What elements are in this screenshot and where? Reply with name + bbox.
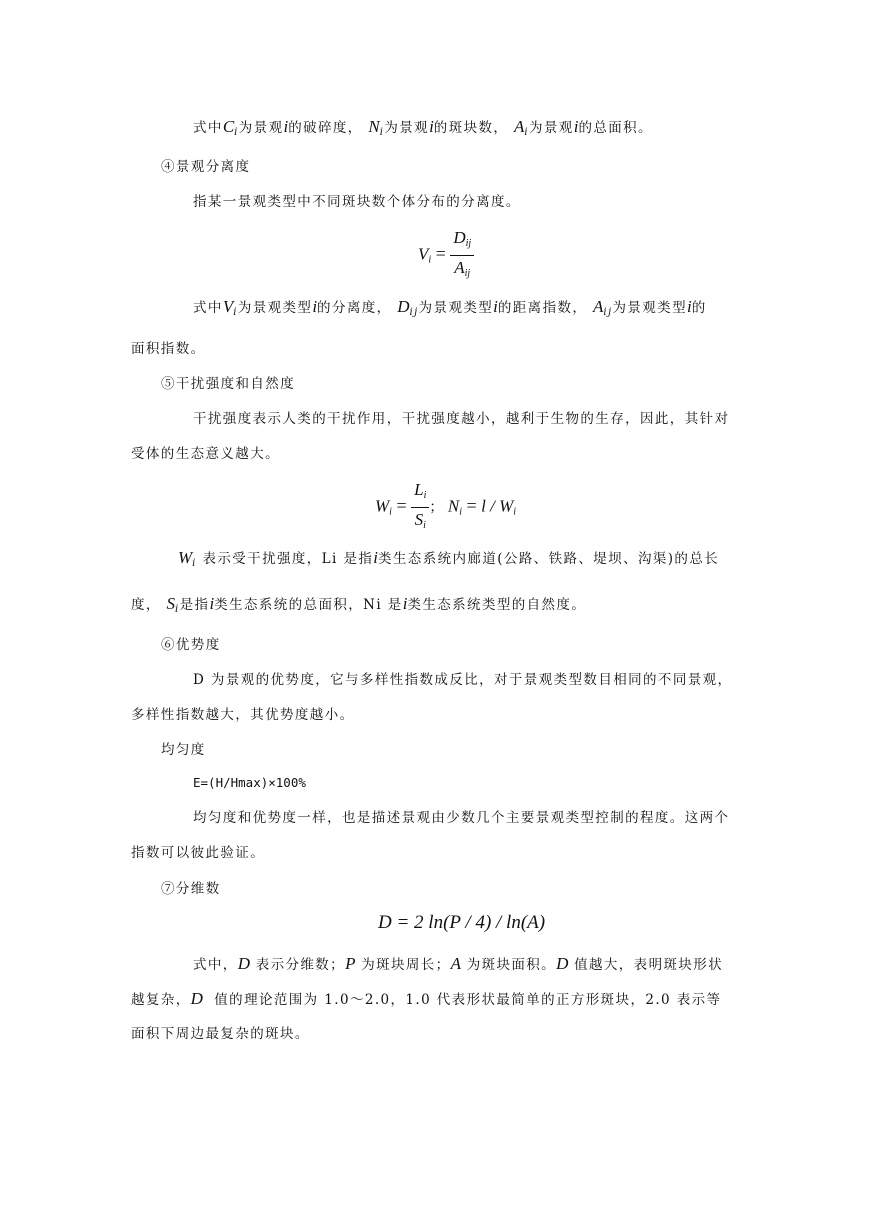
- equals: =: [466, 495, 477, 516]
- paragraph-separation-cont: 面积指数。: [131, 341, 206, 357]
- var-a: A: [450, 954, 461, 973]
- text: 的: [691, 300, 707, 316]
- formula-fractal: D = 2 ln(P / 4) / ln(A): [378, 912, 546, 933]
- text: 的破碎度，: [288, 120, 363, 136]
- var-l: L: [414, 480, 424, 499]
- var-a: A: [592, 297, 604, 316]
- paragraph-separation-definition: [193, 298, 707, 322]
- text: 是指: [179, 597, 210, 613]
- text: 为景观: [238, 120, 284, 136]
- var-i: i: [429, 117, 434, 136]
- var-c: C: [222, 117, 235, 136]
- denominator: [411, 508, 429, 537]
- heading-dominance: ⑥优势度: [161, 637, 221, 653]
- sub-i: i: [192, 558, 197, 569]
- text: 的分离度，: [317, 300, 392, 316]
- text: 式中: [193, 300, 223, 316]
- text: 表示分维数；: [255, 957, 346, 973]
- text: 为景观类型: [418, 300, 494, 316]
- var-v: V: [418, 244, 429, 264]
- sub-i: i: [423, 520, 426, 531]
- var-i: i: [373, 548, 378, 567]
- paragraph-fragmentation-definition: [193, 118, 653, 142]
- formula-disturbance: [375, 478, 516, 537]
- text: 的斑块数，: [433, 120, 509, 136]
- numerator: [411, 478, 429, 508]
- sub-i: i: [524, 127, 529, 138]
- paragraph-fractal-l2: [131, 990, 721, 1009]
- var-a: A: [454, 258, 465, 277]
- sub-i: i: [234, 127, 239, 138]
- paragraph-separation-intro: 指某一景观类型中不同斑块数个体分布的分离度。: [193, 194, 521, 210]
- fraction: [450, 226, 474, 285]
- var-d: D: [556, 954, 569, 973]
- paragraph-disturbance-definition-l1: [178, 549, 719, 573]
- separator: ；: [429, 500, 444, 516]
- equals: =: [435, 243, 446, 264]
- var-d: D: [453, 228, 466, 247]
- paragraph-dominance-l2: 多样性指数越大，其优势度越小。: [131, 707, 355, 723]
- sub-ij: ij: [464, 268, 471, 279]
- sub-i: i: [379, 127, 385, 138]
- rhs: l / W: [481, 496, 514, 516]
- numerator: [450, 226, 474, 256]
- var-d: D: [190, 989, 203, 1008]
- var-i: i: [573, 117, 579, 136]
- var-d: D: [237, 954, 250, 973]
- sub-i: i: [423, 490, 427, 501]
- var-n: N: [368, 117, 380, 136]
- text: 的总面积。: [578, 120, 653, 136]
- var-s: S: [414, 510, 424, 529]
- paragraph-fractal-l3: 面积下周边最复杂的斑块。: [131, 1026, 310, 1042]
- equals: =: [396, 495, 407, 516]
- formula-evenness: E=(H/Hmax)×100%: [193, 775, 306, 790]
- text: 式中，: [193, 957, 238, 973]
- sub-i: i: [459, 506, 462, 518]
- text: 为斑块面积。: [466, 957, 557, 973]
- text: 式中: [193, 120, 223, 136]
- var-i: i: [283, 117, 289, 136]
- text: 为景观类型: [237, 300, 313, 316]
- heading-evenness: 均匀度: [161, 742, 206, 758]
- var-i: i: [686, 297, 692, 316]
- var-a: A: [514, 117, 525, 136]
- heading-separation: ④景观分离度: [161, 159, 251, 175]
- text: 表示受干扰强度，Li 是指: [202, 551, 374, 567]
- text: 为景观类型: [612, 300, 687, 316]
- text: 为景观: [384, 120, 430, 136]
- sub-i: i: [389, 506, 392, 518]
- var-d: D: [397, 297, 410, 316]
- formula-separation: [418, 226, 474, 285]
- paragraph-disturbance-l2: 受体的生态意义越大。: [131, 446, 280, 462]
- text: 越复杂，: [131, 992, 191, 1008]
- var-w: W: [178, 548, 193, 567]
- text: 值越大，表明斑块形状: [574, 957, 724, 973]
- text: 的距离指数，: [497, 300, 588, 316]
- heading-fractal: ⑦分维数: [161, 881, 221, 897]
- var-w: W: [375, 496, 390, 516]
- var-p: P: [345, 954, 356, 973]
- sub-ij: ij: [465, 238, 472, 249]
- sub-i: i: [513, 506, 517, 518]
- denominator: [450, 256, 474, 285]
- var-i: i: [402, 594, 408, 613]
- fraction: [411, 478, 429, 537]
- heading-disturbance: ⑤干扰强度和自然度: [161, 376, 296, 392]
- var-s: S: [166, 594, 176, 613]
- paragraph-fractal-l1: [193, 955, 723, 974]
- var-i: i: [209, 594, 215, 613]
- text: 类生态系统类型的自然度。: [407, 597, 587, 613]
- text: 类生态系统内廊道(公路、铁路、堤坝、沟渠)的总长: [378, 551, 720, 567]
- var-v: V: [222, 297, 234, 316]
- text: 为景观: [529, 120, 574, 136]
- paragraph-disturbance-l1: 干扰强度表示人类的干扰作用，干扰强度越小，越利于生物的生存，因此，其针对: [193, 411, 730, 427]
- sub-ij: ij: [409, 307, 419, 318]
- text: 为斑块周长；: [361, 957, 451, 973]
- text: 度，: [131, 597, 161, 613]
- var-i: i: [312, 297, 318, 316]
- paragraph-dominance-l1: D 为景观的优势度，它与多样性指数成反比，对于景观类型数目相同的不同景观，: [193, 672, 733, 688]
- sub-ij: ij: [603, 307, 613, 318]
- paragraph-evenness-l2: 指数可以彼此验证。: [131, 845, 266, 861]
- sub-i: i: [175, 604, 180, 615]
- sub-i: i: [233, 307, 238, 318]
- var-n: N: [447, 496, 460, 516]
- var-i: i: [493, 297, 498, 316]
- text: 值的理论范围为 1.0～2.0，1.0 代表形状最简单的正方形斑块，2.0 表示等: [214, 992, 722, 1008]
- paragraph-evenness-l1: 均匀度和优势度一样，也是描述景观由少数几个主要景观类型控制的程度。这两个: [193, 810, 730, 826]
- text: 类生态系统的总面积，Ni 是: [214, 597, 403, 613]
- sub-i: i: [428, 254, 432, 266]
- paragraph-disturbance-definition-l2: [131, 595, 586, 619]
